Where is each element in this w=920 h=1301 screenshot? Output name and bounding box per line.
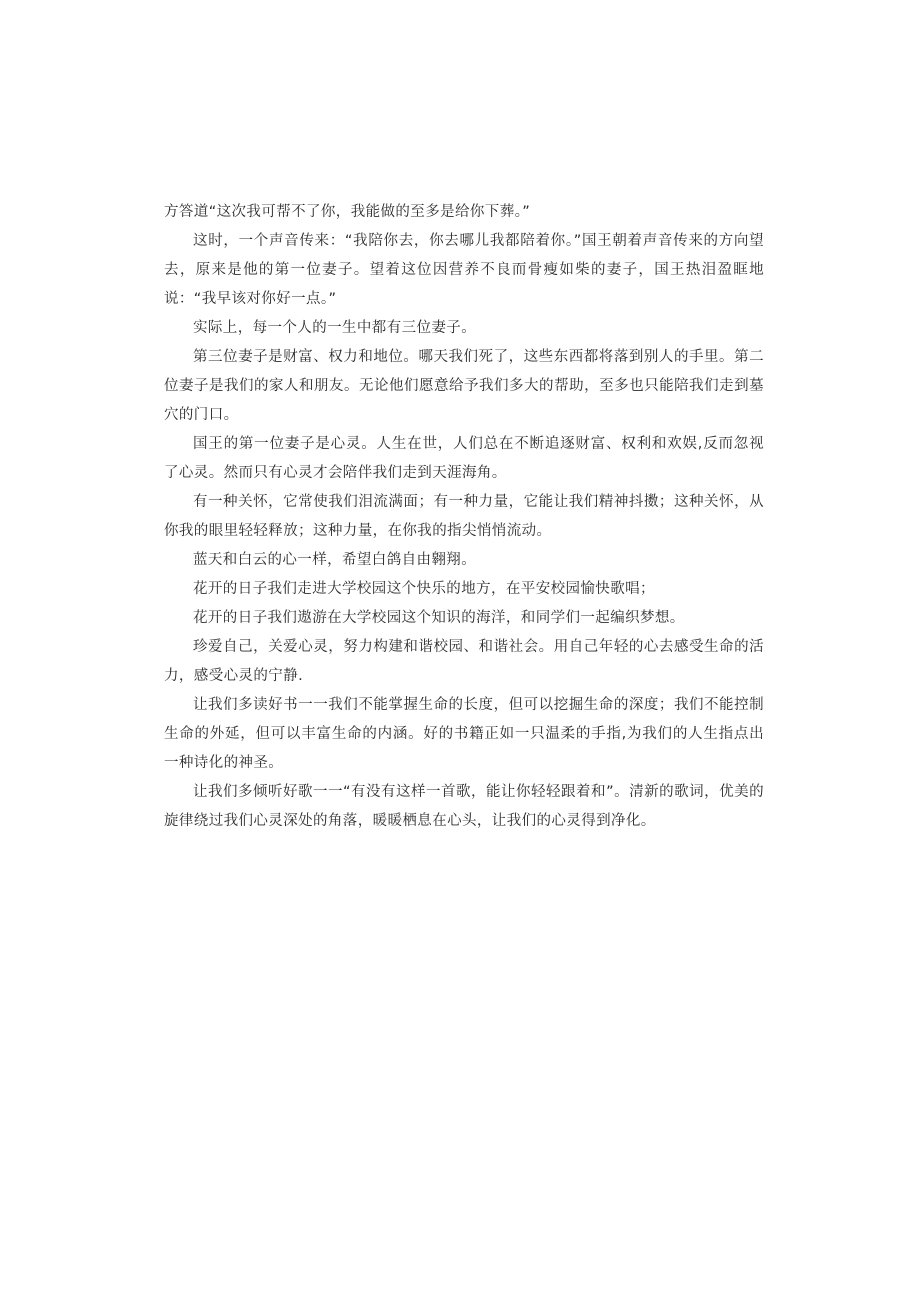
paragraph: 这时，一个声音传来：“我陪你去，你去哪儿我都陪着你。”国王朝着声音传来的方向望去，原来是他的第一位妻子。望着这位因营养不良而骨瘦如柴的妻子，国王热泪盈眶地说：“我早该对你好一点。”: [164, 233, 764, 307]
paragraph: 让我们多读好书一一我们不能掌握生命的长度，但可以挖掘生命的深度；我们不能控制生命的外延，但可以丰富生命的内涵。好的书籍正如一只温柔的手指,为我们的人生指点出一种诗化的神圣。: [164, 697, 764, 771]
paragraph: 珍爱自己，关爱心灵，努力构建和谐校园、和谐社会。用自己年轻的心去感受生命的活力，感受心灵的宁静.: [164, 639, 764, 684]
paragraph: 蓝天和白云的心一样，希望白鸽自由翱翔。: [193, 552, 477, 568]
paragraph: 花开的日子我们走进大学校园这个快乐的地方，在平安校园愉快歌唱；: [193, 581, 655, 597]
paragraph: 国王的第一位妻子是心灵。人生在世，人们总在不断追逐财富、权利和欢娱,反而忽视了心灵。然而只有心灵才会陪伴我们走到天涯海角。: [164, 436, 764, 481]
paragraph: 实际上，每一个人的一生中都有三位妻子。: [193, 320, 477, 336]
document-body: [164, 198, 764, 836]
paragraph: 第三位妻子是财富、权力和地位。哪天我们死了，这些东西都将落到别人的手里。第二位妻子是我们的家人和朋友。无论他们愿意给予我们多大的帮助，至多也只能陪我们走到墓穴的门口。: [164, 349, 764, 423]
paragraph: 让我们多倾听好歌一一“有没有这样一首歌，能让你轻轻跟着和”。清新的歌词，优美的旋律绕过我们心灵深处的角落，暖暖栖息在心头，让我们的心灵得到净化。: [164, 784, 764, 829]
paragraph: 方答道“这次我可帮不了你，我能做的至多是给你下葬。”: [164, 204, 531, 220]
paragraph: 有一种关怀，它常使我们泪流满面；有一种力量，它能让我们精神抖擞；这种关怀，从你我的眼里轻轻释放；这种力量，在你我的指尖悄悄流动。: [164, 494, 764, 539]
paragraph: 花开的日子我们遨游在大学校园这个知识的海洋，和同学们一起编织梦想。: [193, 610, 685, 626]
